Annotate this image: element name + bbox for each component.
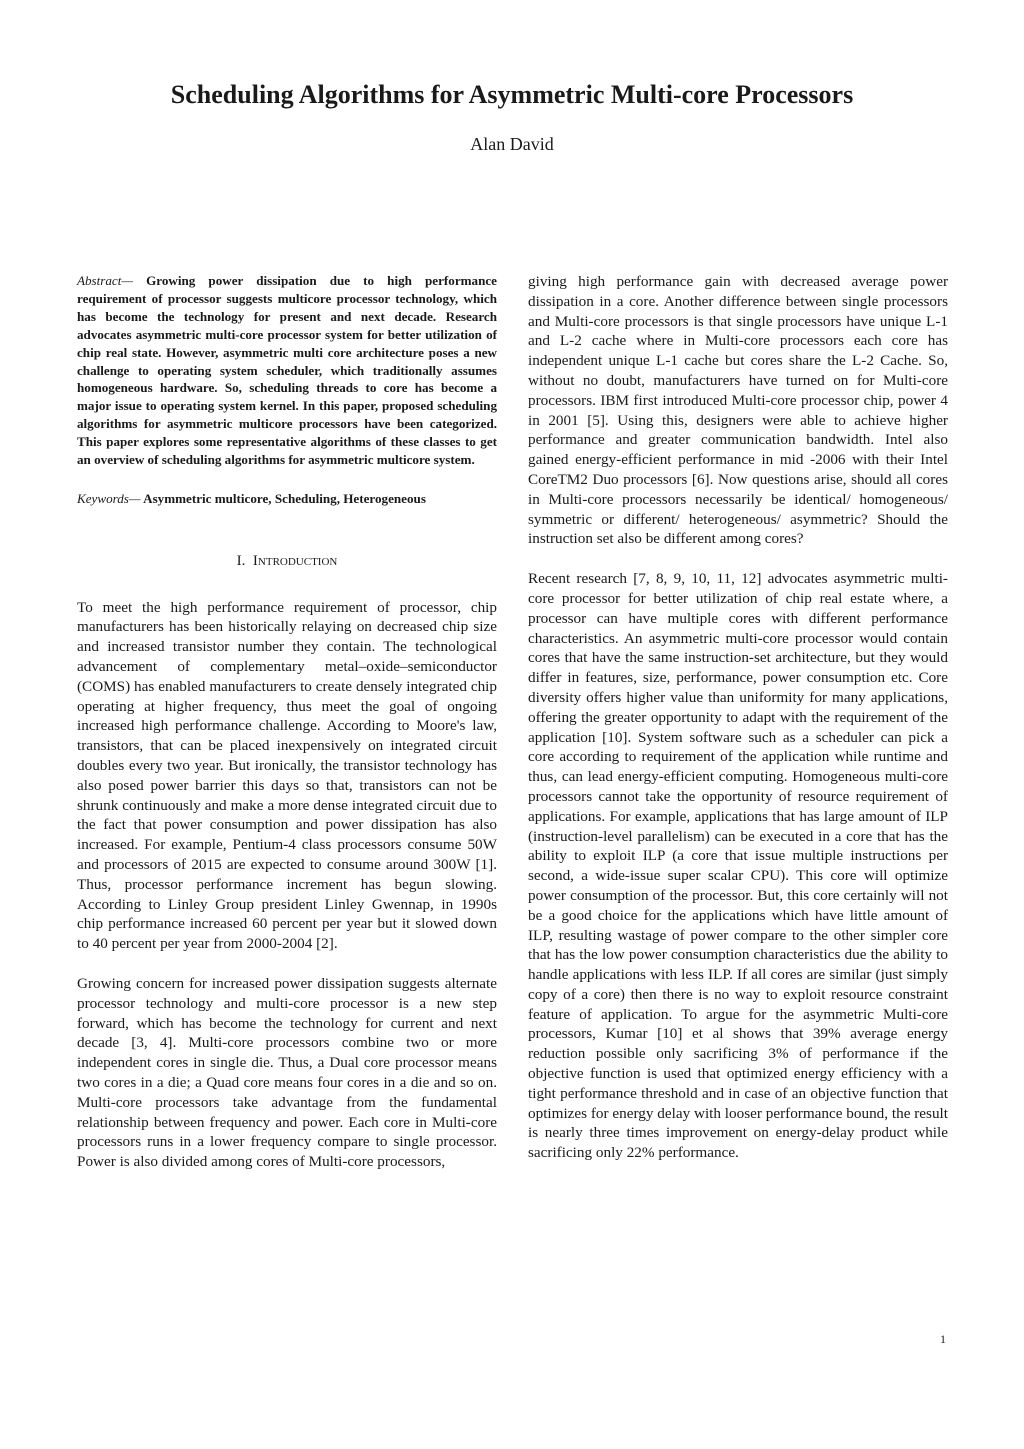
keywords-label: Keywords— [77,490,141,506]
paragraph: To meet the high performance requirement of processor, chip manufacturers has been historically relaying on decreased chip size and increased transistor number they contain. The technological advancement of complementary metal–oxide–semiconductor (COMS) has enabled manufacturers to create densely integrated chip operating at higher frequency, thus meet the goal of ongoing increased high performance challenge. According to Moore's law, transistors, that can be placed inexpensively on integrated circuit doubles every two year. But ironically, the transistor technology has also posed power barrier this days so that, transistors can not be shrunk continuously and make a more dense integrated circuit due to the fact that power consumption and power dissipation has also increased. For example, Pentium-4 class processors consume 50W and processors of 2015 are expected to consume around 300W [1]. Thus, processor performance increment has begun slowing. According to Linley Group president Linley Gwennap, in 1990s chip performance increased 60 percent per year but it slowed down to 40 percent per year from 2000-2004 [2]. [77,598,497,953]
section-heading-introduction [77,552,497,572]
paragraph: giving high performance gain with decreased average power dissipation in a core. Another difference between single processors and Multi-core processors is that single processors have unique L-1 and L-2 cache where in Multi-core processors each core has independent unique L-1 cache but cores share the L-2 Cache. So, without no doubt, manufacturers have turned on for Multi-core processors. IBM first introduced Multi-core processor chip, power 4 in 2001 [5]. Using this, designers were able to achieve higher performance and greater communication bandwidth. Intel also gained energy-efficient performance in mid -2006 with their Intel CoreTM2 Duo processors [6]. Now questions arise, should all cores in Multi-core processors necessarily be identical/ homogeneous/ symmetric or different/ heterogeneous/ asymmetric? Should the instruction set also be different among cores? [528,273,948,548]
keywords-text: Asymmetric multicore, Scheduling, Heterogeneous [143,490,426,506]
paragraph: Recent research [7, 8, 9, 10, 11, 12] advocates asymmetric multi-core processor for better utilization of chip real estate where, a processor can have multiple cores with different performance characteristics. An asymmetric multi-core processor would contain cores that have the same instruction-set architecture, but they would differ in features, size, performance, power consumption etc. Core diversity offers higher value than uniformity for many applications, offering the greater opportunity to adapt with the requirement of the application [10]. System software such as a scheduler can pick a core according to requirement of the application while runtime and thus, can lead energy-efficient computing. Homogeneous multi-core processors cannot take the opportunity of resource requirement of applications. For example, applications that has large amount of ILP (instruction-level parallelism) can be executed in a core that has the ability to exploit ILP (a core that issue multiple instructions per second, a wide-issue super scalar CPU). This core will optimize power consumption of the processor. But, this core certainly will not be a good choice for the applications which have little amount of ILP, resulting wastage of power compare to the other simpler core that has the low power consumption characteristics due the ability to handle applications with less ILP. If all cores are similar (just simply copy of a core) then there is no way to exploit resource constraint feature of application. To argue for the asymmetric Multi-core processors, Kumar [10] et al shows that 39% average energy reduction possible only sacrificing 3% of performance if the objective function is used that optimized energy efficiency with a tight performance threshold and in case of an objective function that optimizes for energy delay with looser performance bound, the result is nearly three times improvement on energy-delay product while sacrificing only 22% performance. [528,570,948,1162]
right-column [528,272,948,1183]
abstract-text: Growing power dissipation due to high performance requirement of processor suggests multicore processor technology, which has become the technology for present and next decade. Research advocates asymmetric multi-core processor system for better utilization of chip real state. However, asymmetric multi core architecture poses a new challenge to operating system scheduler, which traditionally assumes homogeneous hardware. So, scheduling threads to core has become a major issue to operating system kernel. In this paper, proposed scheduling algorithms for asymmetric multicore processors have been categorized. This paper explores some representative algorithms of these classes to get an overview of scheduling algorithms for asymmetric multicore system. [77,273,497,468]
left-column [77,272,497,1192]
abstract [77,272,497,469]
paragraph: Growing concern for increased power dissipation suggests alternate processor technology and multi-core processor is a new step forward, which has become the technology for current and next decade [3, 4]. Multi-core processors combine two or more independent cores in single die. Thus, a Dual core processor means two cores in a die; a Quad core means four cores in a die and so on. Multi-core processors take advantage from the fundamental relationship between frequency and power. Each core in Multi-core processors runs in a lower frequency compare to single processor. Power is also divided among cores of Multi-core processors, [77,975,497,1171]
keywords [77,490,497,508]
author-name: Alan David [470,134,554,154]
section-number: I. [236,552,246,569]
page-number: 1 [940,1332,946,1346]
paper-title: Scheduling Algorithms for Asymmetric Multi-core Processors [170,80,854,109]
section-title: Introduction [252,552,338,569]
abstract-label: Abstract— [77,273,134,288]
